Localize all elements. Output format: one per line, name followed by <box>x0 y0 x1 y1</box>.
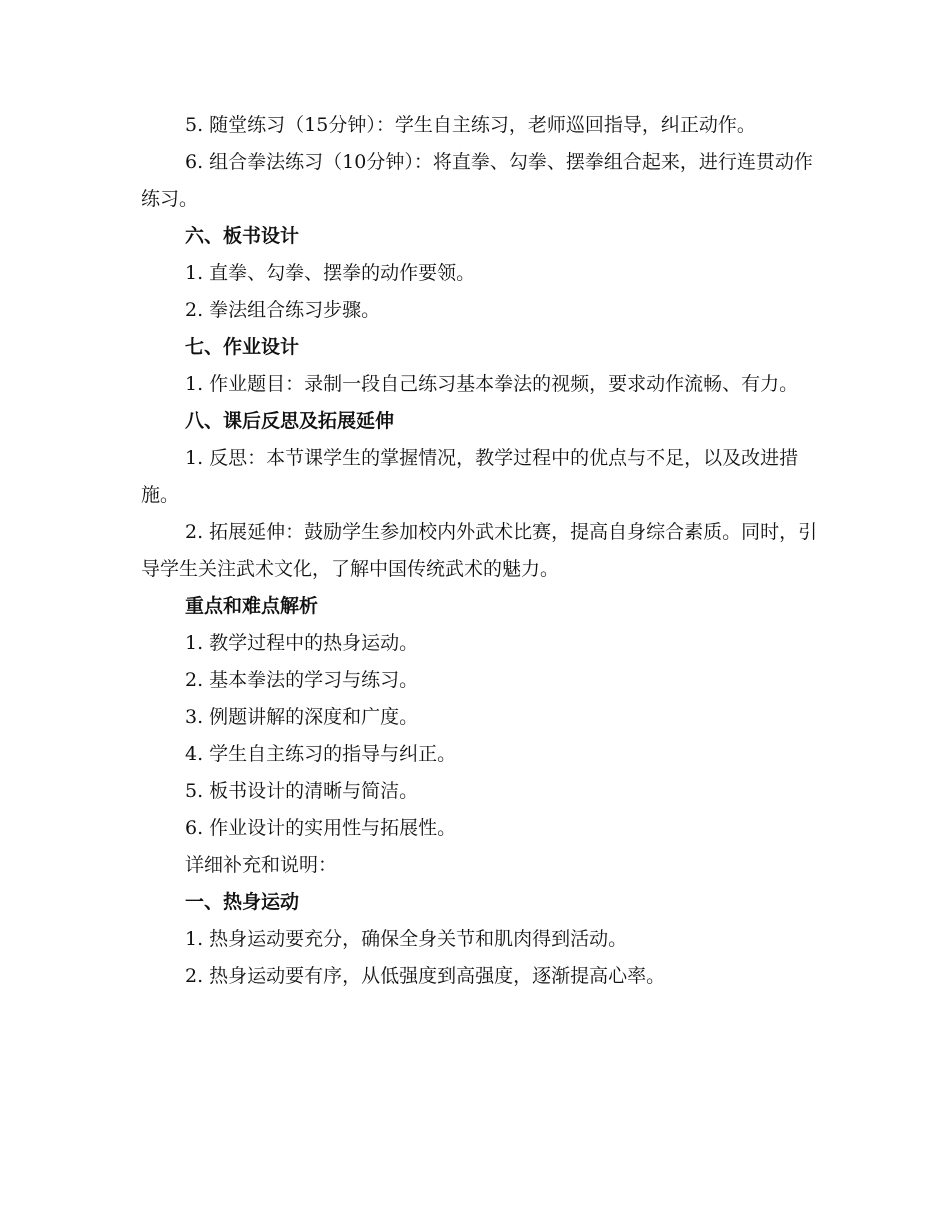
list-item: 2. 热身运动要有序，从低强度到高强度，逐渐提高心率。 <box>185 965 666 987</box>
list-item: 1. 教学过程中的热身运动。 <box>185 632 419 654</box>
section-heading: 七、作业设计 <box>185 336 300 358</box>
list-item: 5. 板书设计的清晰与简洁。 <box>185 780 419 802</box>
list-item: 1. 反思：本节课学生的掌握情况，教学过程中的优点与不足，以及改进措施。 <box>141 447 799 506</box>
list-item: 1. 作业题目：录制一段自己练习基本拳法的视频，要求动作流畅、有力。 <box>185 373 799 395</box>
section-heading: 八、课后反思及拓展延伸 <box>185 410 395 432</box>
list-item: 6. 作业设计的实用性与拓展性。 <box>185 817 457 839</box>
list-item: 1. 热身运动要充分，确保全身关节和肌肉得到活动。 <box>185 928 628 950</box>
paragraph: 详细补充和说明： <box>185 854 338 876</box>
list-item: 4. 学生自主练习的指导与纠正。 <box>185 743 457 765</box>
section-heading: 六、板书设计 <box>185 225 300 247</box>
list-item: 6. 组合拳法练习（10分钟）：将直拳、勾拳、摆拳组合起来，进行连贯动作练习。 <box>141 151 813 210</box>
list-item: 2. 拓展延伸：鼓励学生参加校内外武术比赛，提高自身综合素质。同时，引导学生关注武术文化，了解中国传统武术的魅力。 <box>141 521 818 580</box>
list-item: 5. 随堂练习（15分钟）：学生自主练习，老师巡回指导，纠正动作。 <box>185 114 756 136</box>
list-item: 2. 拳法组合练习步骤。 <box>185 299 381 321</box>
list-item: 2. 基本拳法的学习与练习。 <box>185 669 419 691</box>
section-heading: 一、热身运动 <box>185 891 300 913</box>
document-body <box>141 107 821 995</box>
section-heading: 重点和难点解析 <box>185 595 319 617</box>
list-item: 3. 例题讲解的深度和广度。 <box>185 706 419 728</box>
list-item: 1. 直拳、勾拳、摆拳的动作要领。 <box>185 262 476 284</box>
